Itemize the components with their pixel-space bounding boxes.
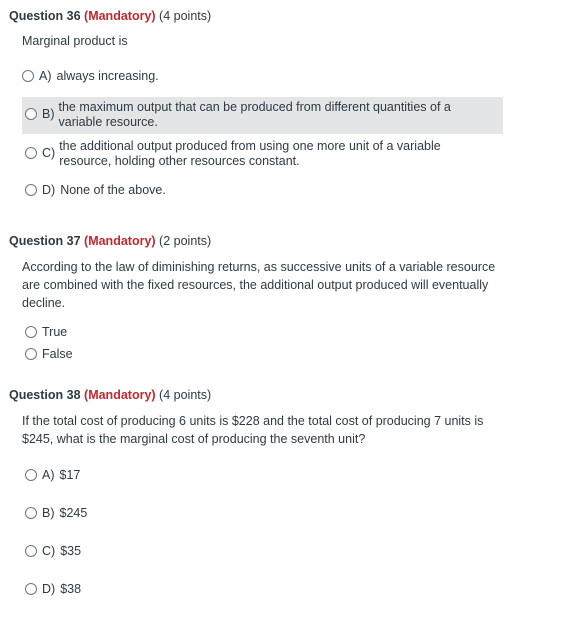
answer-text: always increasing. [56, 69, 159, 83]
question-title: Question 38 [9, 388, 81, 402]
answer-38-c[interactable] [25, 544, 225, 559]
answer-text: $245 [59, 506, 88, 520]
answer-37-true[interactable] [25, 325, 225, 340]
points-label: (4 points) [159, 388, 212, 402]
question-38-header [9, 388, 211, 402]
answer-letter: D) [42, 183, 56, 197]
radio-button[interactable] [25, 147, 37, 159]
answer-text: the additional output produced from using one more unit of a variable resource, holding other resources constant. [59, 139, 441, 168]
answer-36-a[interactable] [22, 69, 502, 84]
answer-36-b[interactable] [22, 97, 503, 134]
answer-37-false[interactable] [25, 347, 225, 362]
mandatory-label: (Mandatory) [84, 9, 156, 23]
points-label: (4 points) [159, 9, 212, 23]
radio-button[interactable] [25, 583, 37, 595]
answer-letter: A) [42, 468, 55, 482]
answer-text: False [42, 347, 73, 361]
answer-text: $35 [60, 544, 82, 558]
radio-button[interactable] [25, 108, 37, 120]
radio-button[interactable] [25, 469, 37, 481]
radio-button[interactable] [25, 507, 37, 519]
question-title: Question 36 [9, 9, 81, 23]
question-37-header [9, 234, 211, 248]
question-36-header [9, 9, 211, 23]
radio-button[interactable] [25, 184, 37, 196]
answer-text: True [42, 325, 68, 339]
radio-button[interactable] [25, 348, 37, 360]
answer-letter: C) [42, 544, 56, 558]
answer-letter: D) [42, 582, 56, 596]
answer-letter: B) [42, 506, 55, 520]
answer-text: None of the above. [60, 183, 166, 197]
answer-text: the maximum output that can be produced from different quantities of a variable resource. [58, 100, 451, 129]
answer-text: $38 [60, 582, 82, 596]
answer-38-a[interactable] [25, 468, 225, 483]
answer-36-c[interactable] [25, 139, 503, 169]
question-36-text: Marginal product is [22, 34, 128, 48]
radio-button[interactable] [25, 545, 37, 557]
question-38-text: If the total cost of producing 6 units is $228 and the total cost of producing 7 units is $245, what is the marginal cost of producing the seventh unit? [22, 414, 484, 446]
answer-38-d[interactable] [25, 582, 225, 597]
answer-letter: C) [42, 146, 56, 160]
answer-36-d[interactable] [25, 183, 503, 198]
radio-button[interactable] [22, 70, 34, 82]
mandatory-label: (Mandatory) [84, 234, 156, 248]
answer-text: $17 [59, 468, 81, 482]
answer-38-b[interactable] [25, 506, 225, 521]
points-label: (2 points) [159, 234, 212, 248]
mandatory-label: (Mandatory) [84, 388, 156, 402]
answer-letter: A) [39, 69, 52, 83]
answer-letter: B) [42, 107, 55, 121]
question-title: Question 37 [9, 234, 81, 248]
radio-button[interactable] [25, 326, 37, 338]
question-37-text: According to the law of diminishing returns, as successive units of a variable resource are combined with the fixed resources, the additional output produced will eventually decline. [22, 260, 496, 310]
